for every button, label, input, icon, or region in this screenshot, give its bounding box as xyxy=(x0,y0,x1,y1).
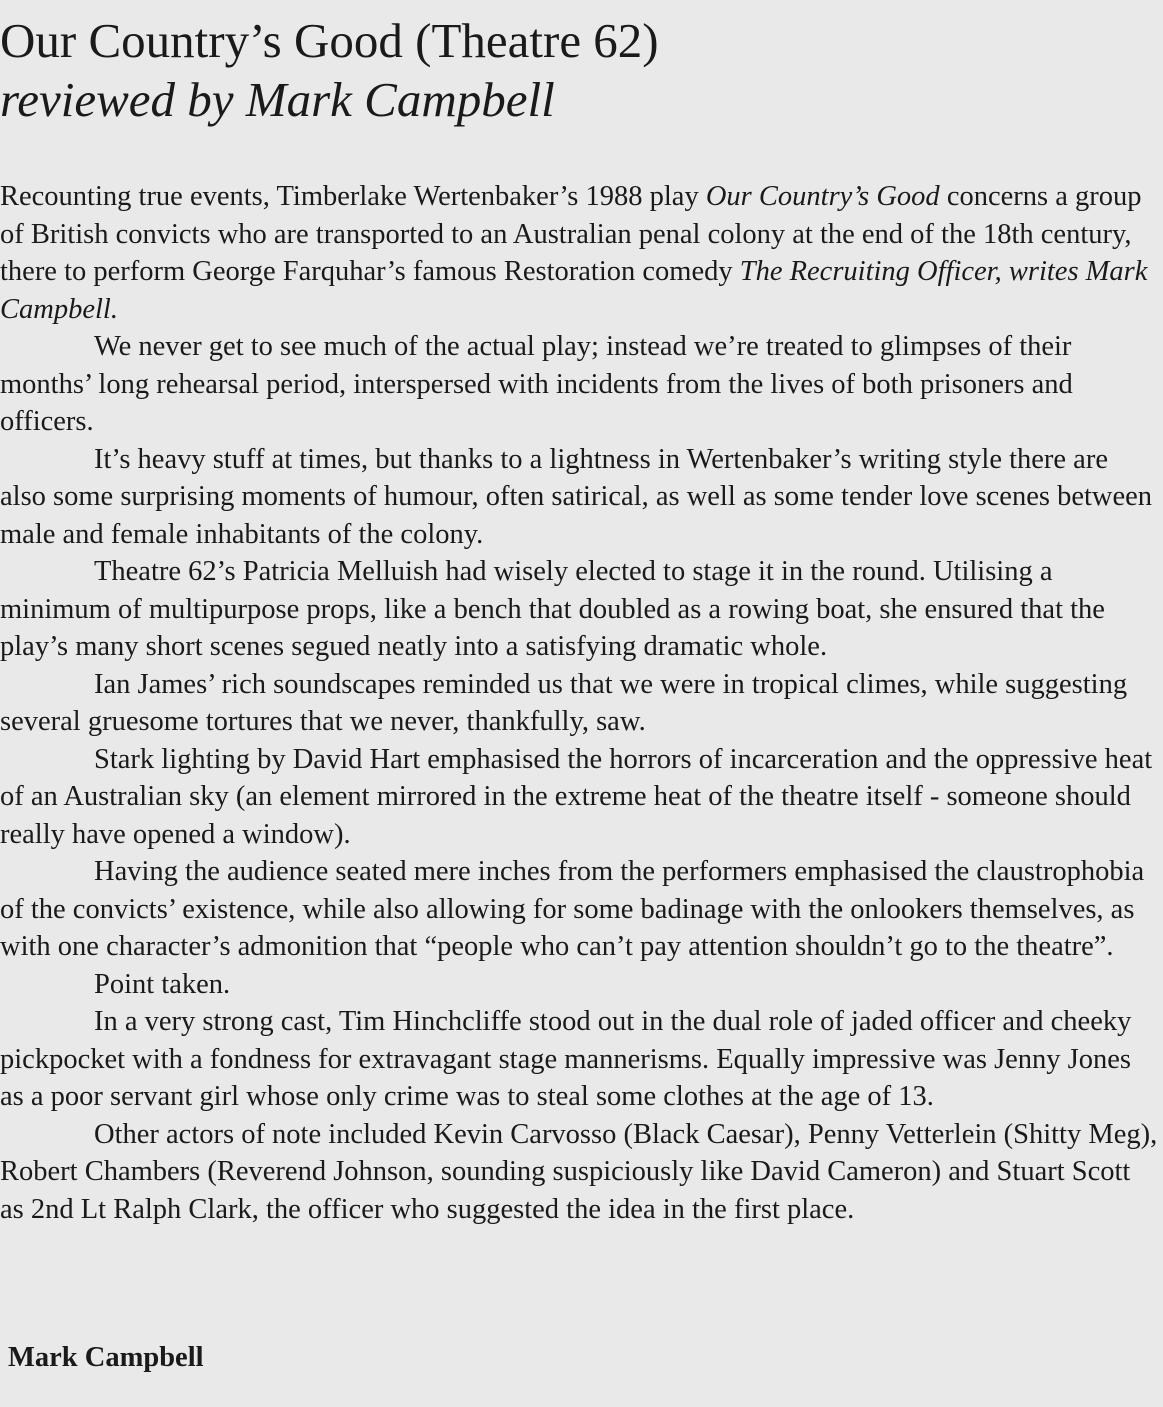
review-title: Our Country’s Good (Theatre 62) xyxy=(0,13,659,68)
paragraph-humour: It’s heavy stuff at times, but thanks to a lightness in Wertenbaker’s writing style there are also some surprising moments of humour, often satirical, as well as some tender love scenes between male and female inhabitants of the colony. xyxy=(0,443,1153,550)
restoration-play-title: The Recruiting Officer xyxy=(739,256,995,287)
play-title: Our Country’s Good xyxy=(705,181,940,212)
paragraph-point-taken: Point taken. xyxy=(94,968,231,1000)
paragraph-staging: Theatre 62’s Patricia Melluish had wisely elected to stage it in the round. Utilising a minimum of multipurpose props, like a bench that doubled as a rowing boat, she ensured that the play’s many short scenes segued neatly into a satisfying dramatic whole. xyxy=(0,556,1105,662)
paragraph-cast: In a very strong cast, Tim Hinchcliffe stood out in the dual role of jaded officer and cheeky pickpocket with a fondness for extravagant stage mannerisms. Equally impressive was Jenny Jones as a poor servant girl whose only crime was to steal some clothes at the age of 13. xyxy=(0,1006,1132,1112)
article-body xyxy=(0,178,1158,1228)
intro-paragraph xyxy=(0,178,1158,328)
paragraph-soundscapes: Ian James’ rich soundscapes reminded us that we were in tropical climes, while suggesting several gruesome tortures that we never, thankfully, saw. xyxy=(0,668,1128,737)
intro-writes-credit: , writes Mark Campbell. xyxy=(0,256,1148,325)
paragraph-lighting: Stark lighting by David Hart emphasised the horrors of incarceration and the oppressive heat of an Australian sky (an element mirrored in the extreme heat of the theatre itself - someone should really have opened a window). xyxy=(0,743,1153,850)
paragraph-other-actors: Other actors of note included Kevin Carvosso (Black Caesar), Penny Vetterlein (Shitty Meg), Robert Chambers (Reverend Johnson, sounding suspiciously like David Cameron) and Stuart Scott as 2nd Lt Ralph Clark, the officer who suggested the idea in the first place. xyxy=(0,1118,1158,1225)
paragraph-audience: Having the audience seated mere inches from the performers emphasised the claustrophobia of the convicts’ existence, while also allowing for some badinage with the onlookers themselves, as with one character’s admonition that “people who can’t pay attention shouldn’t go to the theatre”. xyxy=(0,856,1145,962)
author-signature: Mark Campbell xyxy=(8,1342,204,1373)
review-byline: reviewed by Mark Campbell xyxy=(0,72,555,127)
intro-text-middle: concerns a group of British convicts who are transported to an Australian penal colony at the end of the 18th century, there to perform George Farquhar’s famous Restoration comedy xyxy=(0,181,1142,287)
intro-text-start: Recounting true events, Timberlake Wertenbaker’s 1988 play xyxy=(0,181,706,212)
paragraph-rehearsal: We never get to see much of the actual play; instead we’re treated to glimpses of their months’ long rehearsal period, interspersed with incidents from the lives of both prisoners and officers. xyxy=(0,331,1073,437)
